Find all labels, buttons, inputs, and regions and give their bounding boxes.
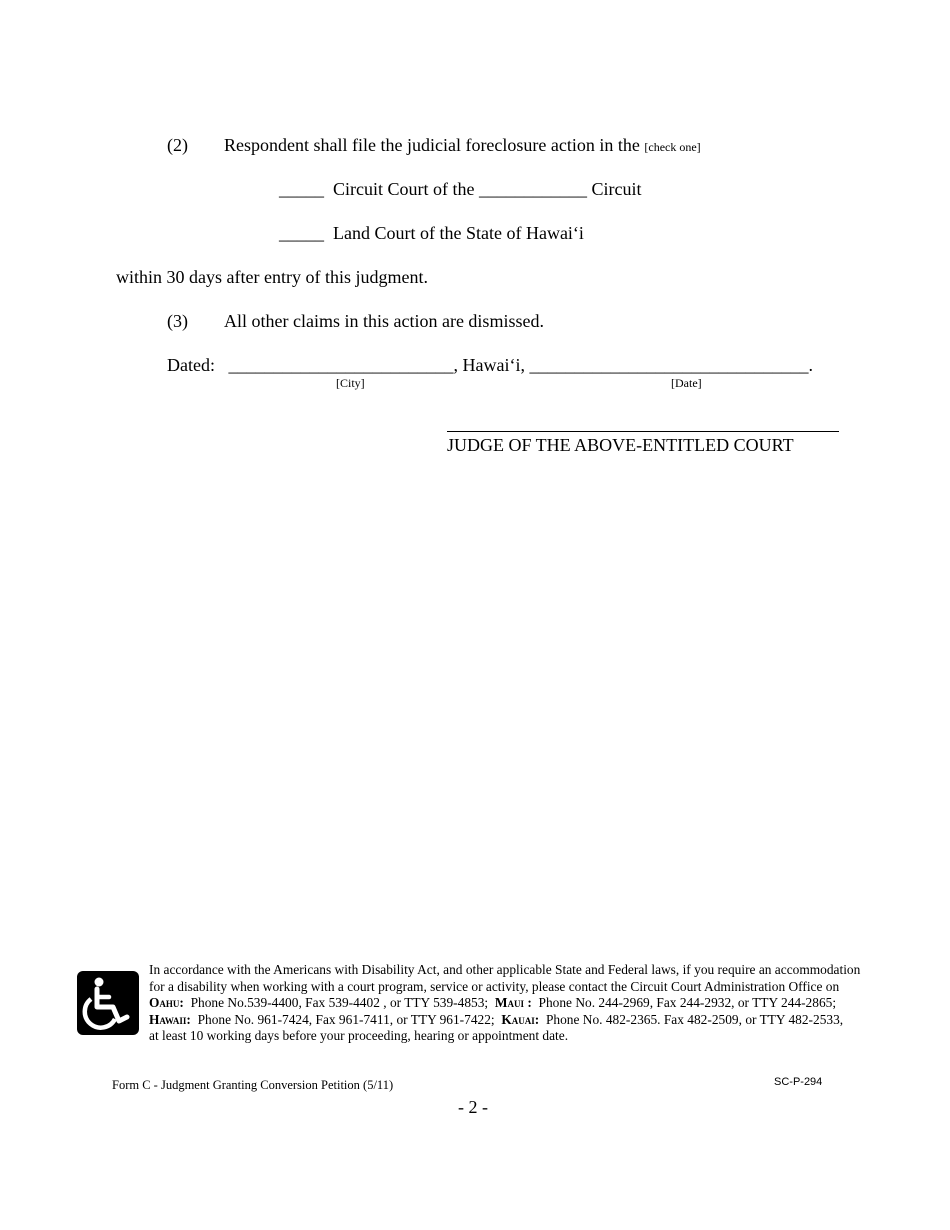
kauai-contacts: Phone No. 482-2365. Fax 482-2509, or TTY 482-2533, bbox=[545, 1011, 844, 1027]
ada-line-1: In accordance with the Americans with Disability Act, and other applicable State and Federal laws, if you require an accommodation bbox=[149, 962, 861, 977]
form-title: Form C - Judgment Granting Conversion Petition (5/11) bbox=[112, 1078, 394, 1092]
circuit-court-label: Circuit Court of the bbox=[333, 179, 475, 199]
date-blank[interactable]: _______________________________ bbox=[529, 355, 809, 375]
within-30-days-text: within 30 days after entry of this judgment. bbox=[116, 267, 428, 287]
city-blank[interactable]: _________________________ bbox=[228, 355, 454, 375]
circuit-label: Circuit bbox=[591, 179, 642, 199]
item-2-paragraph bbox=[224, 135, 701, 156]
item-3-number: (3) bbox=[167, 311, 188, 331]
oahu-label: Oahu: bbox=[149, 995, 184, 1010]
wheelchair-accessibility-icon bbox=[77, 971, 139, 1035]
item-2-text: Respondent shall file the judicial foreclosure action in the bbox=[224, 135, 640, 155]
check-one-note: [check one] bbox=[644, 140, 701, 154]
option-land-court bbox=[279, 223, 584, 244]
dated-period: . bbox=[808, 355, 813, 375]
maui-contacts: Phone No. 244-2969, Fax 244-2932, or TTY 244-2865; bbox=[538, 995, 837, 1010]
option-circuit-court bbox=[279, 179, 641, 200]
circuit-name-blank[interactable]: ____________ bbox=[478, 179, 587, 199]
date-caption: [Date] bbox=[671, 376, 702, 390]
state-text: , Hawai‘i, bbox=[453, 355, 525, 375]
city-caption: [City] bbox=[336, 376, 365, 390]
ada-line-5: at least 10 working days before your proceeding, hearing or appointment date. bbox=[149, 1028, 569, 1043]
land-court-label: Land Court of the State of Hawai‘i bbox=[333, 223, 584, 243]
form-code: SC-P-294 bbox=[774, 1076, 823, 1088]
land-court-checkbox-blank[interactable]: _____ bbox=[279, 223, 324, 243]
ada-line-4 bbox=[149, 1012, 860, 1029]
hawaii-label: Hawaii: bbox=[149, 1011, 191, 1027]
ada-line-2: for a disability when working with a court program, service or activity, please contact the Circuit Court Administration Office on bbox=[149, 978, 840, 994]
hawaii-contacts: Phone No. 961-7424, Fax 961-7411, or TTY 961-7422; bbox=[197, 1011, 495, 1027]
dated-line bbox=[167, 355, 813, 376]
kauai-label: Kauai: bbox=[501, 1011, 540, 1027]
maui-label: Maui : bbox=[494, 995, 532, 1010]
page-number: - 2 - bbox=[458, 1097, 488, 1117]
ada-notice bbox=[149, 962, 860, 1045]
judge-signature-label: JUDGE OF THE ABOVE-ENTITLED COURT bbox=[447, 435, 794, 455]
dated-label: Dated: bbox=[167, 355, 215, 375]
circuit-court-checkbox-blank[interactable]: _____ bbox=[279, 179, 324, 199]
item-2-number: (2) bbox=[167, 135, 188, 155]
ada-line-3 bbox=[149, 995, 860, 1012]
item-3-text: All other claims in this action are dismissed. bbox=[224, 311, 544, 331]
signature-line[interactable] bbox=[447, 431, 839, 432]
oahu-contacts: Phone No.539-4400, Fax 539-4402 , or TTY 539-4853; bbox=[190, 995, 489, 1010]
